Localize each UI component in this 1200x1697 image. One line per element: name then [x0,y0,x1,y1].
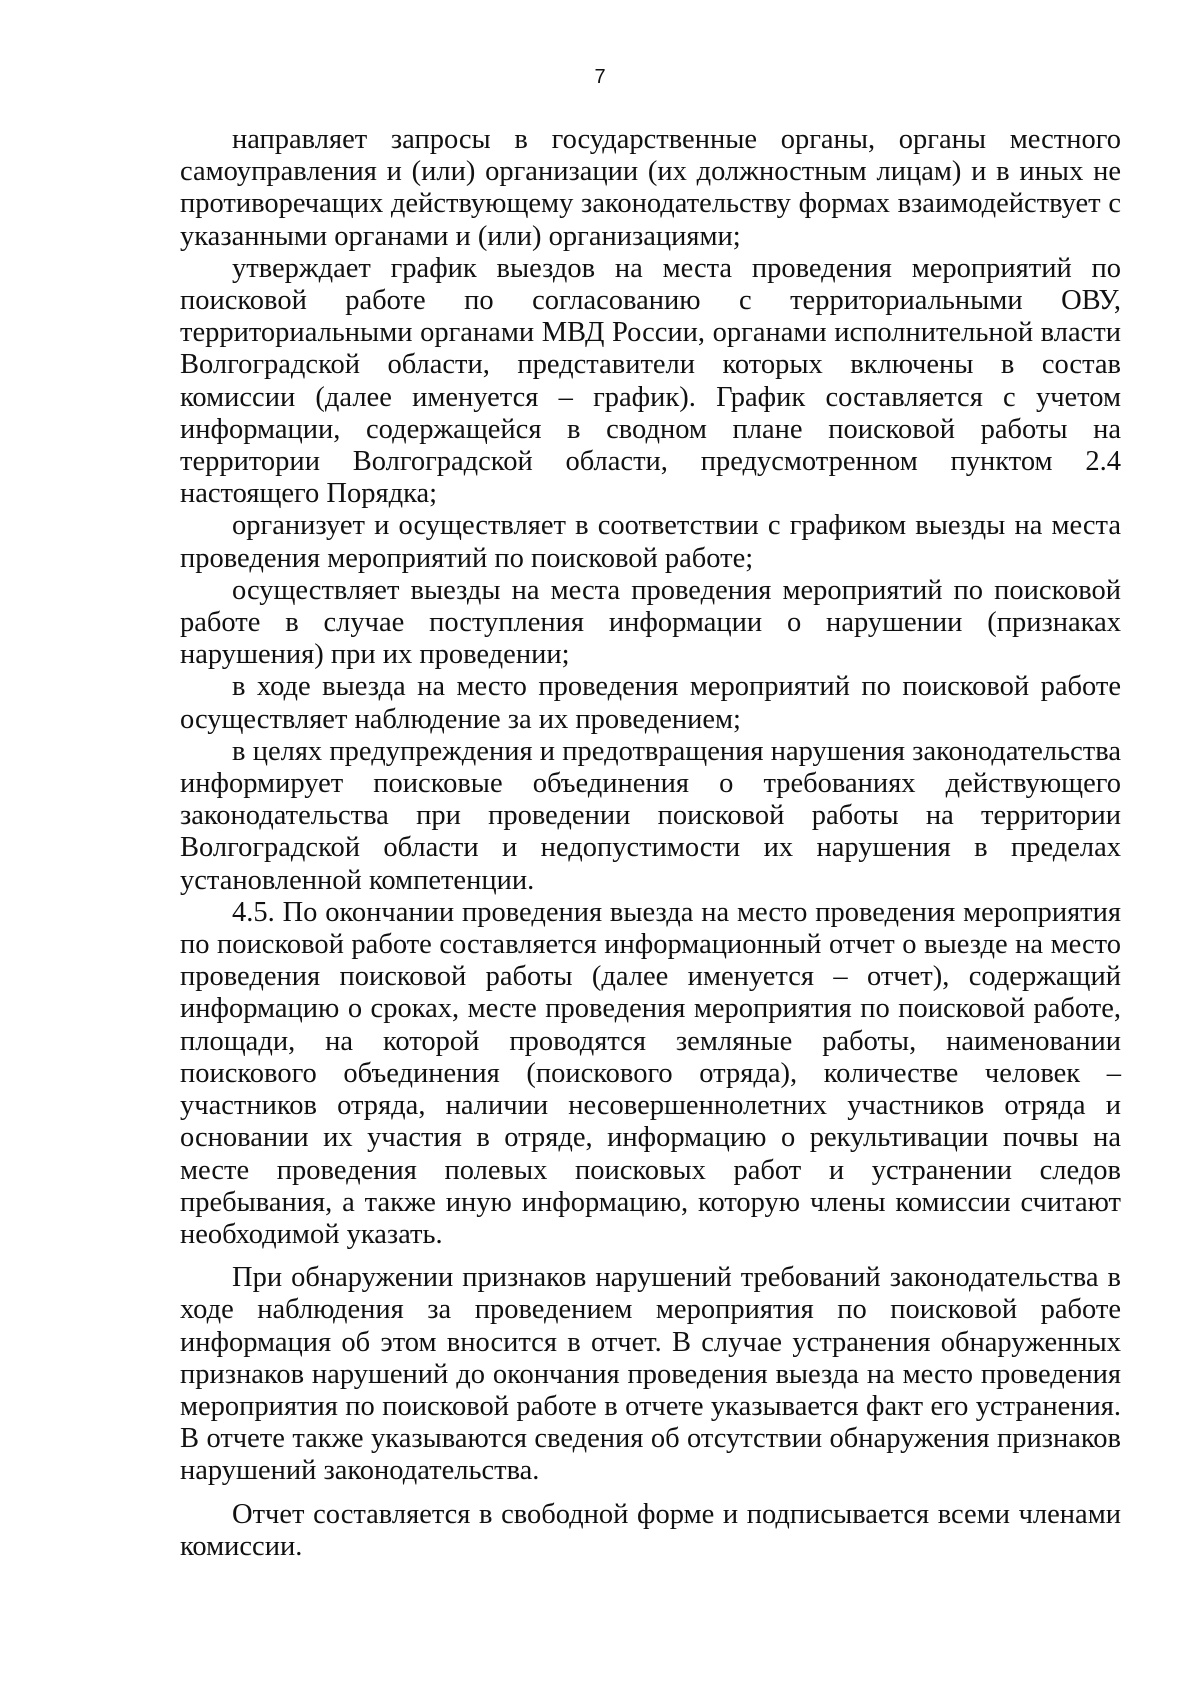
paragraph: осуществляет выезды на места проведения мероприятий по поисковой работе в случае поступления информации о нарушении (признаках нарушения) при их проведении; [180,574,1121,671]
paragraph: Отчет составляется в свободной форме и подписывается всеми членами комиссии. [180,1498,1121,1562]
paragraph: в целях предупреждения и предотвращения нарушения законодательства информирует поисковые объединения о требованиях действующего законодательства при проведении поисковой работы на территории Волгоградской области и недопустимости их нарушения в пределах установленной компетенции. [180,735,1121,896]
document-body [180,124,1121,1563]
paragraph: направляет запросы в государственные органы, органы местного самоуправления и (или) организации (их должностным лицам) и в иных не противоречащих действующему законодательству формах взаимодействует с указанными органами и (или) организациями; [180,124,1121,252]
paragraph: в ходе выезда на место проведения мероприятий по поисковой работе осуществляет наблюдение за их проведением; [180,671,1121,735]
paragraph: организует и осуществляет в соответствии с графиком выезды на места проведения мероприятий по поисковой работе; [180,510,1121,574]
page-number: 7 [594,66,606,88]
paragraph: 4.5. По окончании проведения выезда на место проведения мероприятия по поисковой работе составляется информационный отчет о выезде на место проведения поисковой работы (далее именуется – отчет), содержащий информацию о сроках, месте проведения мероприятия по поисковой работе, площади, на которой проводятся земляные работы, наименовании поискового объединения (поискового отряда), количестве человек – участников отряда, наличии несовершеннолетних участников отряда и основании их участия в отряде, информацию о рекультивации почвы на месте проведения полевых поисковых работ и устранении следов пребывания, а также иную информацию, которую члены комиссии считают необходимой указать. [180,896,1121,1250]
paragraph: При обнаружении признаков нарушений требований законодательства в ходе наблюдения за проведением мероприятия по поисковой работе информация об этом вносится в отчет. В случае устранения обнаруженных признаков нарушений до окончания проведения выезда на место проведения мероприятия по поисковой работе в отчете указывается факт его устранения. В отчете также указываются сведения об отсутствии обнаружения признаков нарушений законодательства. [180,1262,1121,1487]
paragraph: утверждает график выездов на места проведения мероприятий по поисковой работе по согласованию с территориальными ОВУ, территориальными органами МВД России, органами исполнительной власти Волгоградской области, представители которых включены в состав комиссии (далее именуется – график). График составляется с учетом информации, содержащейся в сводном плане поисковой работы на территории Волгоградской области, предусмотренном пунктом 2.4 настоящего Порядка; [180,252,1121,510]
